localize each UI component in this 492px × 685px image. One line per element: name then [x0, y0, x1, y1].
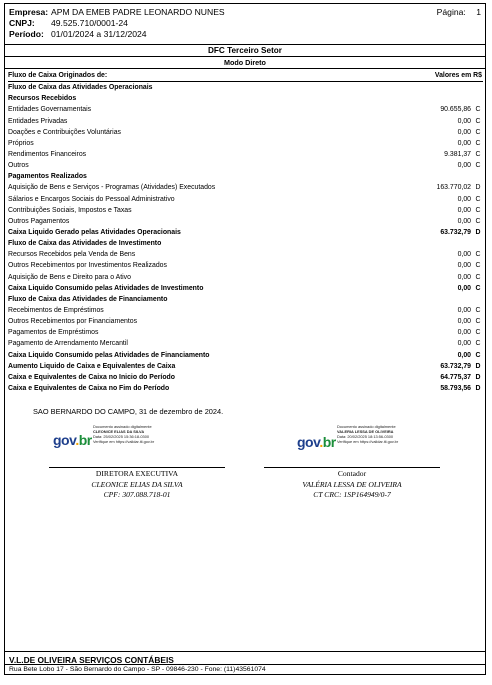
table-header	[8, 70, 483, 82]
signature-line	[49, 467, 225, 468]
cnpj-label: CNPJ:	[9, 18, 35, 28]
empresa-label: Empresa:	[9, 7, 49, 17]
row-dc-code: C	[475, 195, 481, 203]
row-dc-code: D	[475, 362, 481, 370]
row-value: 64.775,37	[440, 373, 471, 381]
row-dc-code: C	[475, 217, 481, 225]
row-label: Contribuições Sociais, Impostos e Taxas	[8, 206, 132, 214]
row-value: 0,00	[457, 217, 471, 225]
row-dc-code: D	[475, 373, 481, 381]
row-value: 0,00	[457, 273, 471, 281]
row-label: Próprios	[8, 139, 34, 147]
row-value: 0,00	[457, 306, 471, 314]
table-row	[8, 93, 483, 104]
row-label: Sálarios e Encargos Sociais do Pessoal Administrativo	[8, 195, 175, 203]
row-dc-code: C	[475, 329, 481, 337]
table-row	[8, 305, 483, 316]
table-row	[8, 249, 483, 260]
row-value: 163.770,02	[436, 184, 471, 192]
report-header	[9, 7, 481, 40]
table-row	[8, 227, 483, 238]
table-row	[8, 205, 483, 216]
place-date: SAO BERNARDO DO CAMPO, 31 de dezembro de 2024.	[33, 407, 224, 416]
cash-flow-table	[8, 70, 483, 394]
table-row	[8, 82, 483, 93]
row-dc-code: C	[475, 340, 481, 348]
row-value: 0,00	[457, 351, 471, 359]
row-label: Aquisição de Bens e Direito para o Ativo	[8, 273, 131, 281]
header-divider	[5, 44, 485, 45]
row-dc-code: C	[475, 273, 481, 281]
row-label: Pagamento de Arrendamento Mercantil	[8, 340, 128, 348]
row-label: Doações e Contribuições Voluntárias	[8, 128, 121, 136]
signer-name: CLEONICE ELIAS DA SILVA	[91, 479, 183, 489]
stamp-text: Documento assinado digitalmente CLEONICE ELIAS DA SILVA Data: 25/02/2025 15:36:18-0300 Verifique em https://validar.iti.gov.br	[93, 424, 155, 444]
row-dc-code: C	[475, 150, 481, 158]
gov-br-logo: gov.br	[297, 434, 336, 450]
signer-block-accountant	[264, 469, 440, 501]
digital-signature-stamp	[297, 424, 467, 464]
report-subtitle: Modo Direto	[224, 58, 266, 67]
row-dc-code: D	[475, 384, 481, 392]
table-row	[8, 361, 483, 372]
table-row	[8, 127, 483, 138]
row-label: Recebimentos de Empréstimos	[8, 306, 104, 314]
row-dc-code: C	[475, 284, 481, 292]
table-row	[8, 171, 483, 182]
row-value: 58.793,56	[440, 384, 471, 392]
table-row	[8, 116, 483, 127]
periodo-value: 01/01/2024 a 31/12/2024	[51, 29, 147, 39]
table-row	[8, 294, 483, 305]
signer-role: DIRETORA EXECUTIVA	[95, 469, 179, 478]
row-dc-code: C	[475, 306, 481, 314]
row-label: Rendimentos Financeiros	[8, 150, 87, 158]
row-value: 63.732,79	[440, 362, 471, 370]
row-value: 0,00	[457, 162, 471, 170]
row-dc-code: C	[475, 206, 481, 214]
table-row	[8, 338, 483, 349]
row-value: 0,00	[457, 117, 471, 125]
table-row	[8, 138, 483, 149]
row-dc-code: C	[475, 262, 481, 270]
footer-company: V.L.DE OLIVEIRA SERVIÇOS CONTÁBEIS	[9, 655, 174, 665]
row-value: 0,00	[457, 329, 471, 337]
row-label: Aquisição de Bens e Serviços - Programas (Atividades) Executados	[8, 184, 216, 192]
gov-br-logo: gov.br	[53, 432, 92, 448]
table-row	[8, 216, 483, 227]
row-dc-code: C	[475, 251, 481, 259]
footer-address: Rua Bete Lobo 17 - São Bernardo do Campo - SP - 09846-230 - Fone: (11)43561074	[9, 666, 266, 673]
title-divider	[5, 56, 485, 57]
row-label: Caixa Liquido Consumido pelas Atividades de Investimento	[8, 284, 204, 292]
row-dc-code: C	[475, 106, 481, 114]
digital-signature-stamp	[53, 424, 223, 464]
row-label: Pagamentos Realizados	[8, 173, 87, 181]
signer-document: CPF: 307.088.718-01	[103, 490, 171, 499]
row-label: Pagamentos de Empréstimos	[8, 329, 99, 337]
table-row	[8, 272, 483, 283]
periodo-label: Período:	[9, 29, 44, 39]
signer-name: VALÉRIA LESSA DE OLIVEIRA	[302, 479, 402, 489]
table-row	[8, 372, 483, 383]
row-label: Caixa e Equivalentes de Caixa no Inicio do Período	[8, 373, 175, 381]
row-value: 9.381,37	[444, 150, 471, 158]
row-value: 63.732,79	[440, 228, 471, 236]
row-value: 0,00	[457, 139, 471, 147]
table-row	[8, 316, 483, 327]
page-label: Página:	[436, 7, 466, 17]
row-label: Entidades Privadas	[8, 117, 68, 125]
table-row	[8, 260, 483, 271]
row-dc-code: C	[475, 139, 481, 147]
row-label: Fluxo de Caixa das Atividades de Financiamento	[8, 295, 168, 303]
row-dc-code: D	[475, 228, 481, 236]
col-label-header: Fluxo de Caixa Originados de:	[8, 72, 108, 79]
page-value: 1	[476, 7, 481, 17]
footer-inner-divider	[5, 664, 485, 665]
stamp-text: Documento assinado digitalmente VALERIA LESSA DE OLIVEIRA Data: 20/02/2025 18:13:56-0300 Verifique em https://validar.iti.gov.br	[337, 424, 399, 444]
row-dc-code: C	[475, 318, 481, 326]
row-label: Outros Recebimentos por Financiamentos	[8, 318, 138, 326]
row-value: 0,00	[457, 318, 471, 326]
table-row	[8, 238, 483, 249]
empresa-value: APM DA EMEB PADRE LEONARDO NUNES	[51, 7, 225, 17]
signer-block-director	[49, 469, 225, 501]
row-value: 0,00	[457, 195, 471, 203]
row-label: Entidades Governamentais	[8, 106, 92, 114]
row-value: 0,00	[457, 262, 471, 270]
row-dc-code: C	[475, 162, 481, 170]
table-row	[8, 194, 483, 205]
row-value: 0,00	[457, 251, 471, 259]
table-row	[8, 350, 483, 361]
subtitle-divider	[5, 68, 485, 69]
row-dc-code: C	[475, 128, 481, 136]
row-label: Outros	[8, 162, 29, 170]
report-title: DFC Terceiro Setor	[207, 46, 282, 55]
row-label: Caixa e Equivalentes de Caixa no Fim do Período	[8, 384, 170, 392]
row-label: Fluxo de Caixa das Atividades Operacionais	[8, 84, 153, 92]
row-label: Fluxo de Caixa das Atividades de Investimento	[8, 240, 162, 248]
table-row	[8, 160, 483, 171]
row-label: Caixa Liquido Consumido pelas Atividades de Financiamento	[8, 351, 210, 359]
row-dc-code: C	[475, 117, 481, 125]
row-dc-code: D	[475, 184, 481, 192]
table-row	[8, 283, 483, 294]
row-label: Recursos Recebidos pela Venda de Bens	[8, 251, 136, 259]
row-value: 0,00	[457, 340, 471, 348]
table-row	[8, 182, 483, 193]
row-label: Recursos Recebidos	[8, 95, 77, 103]
table-row	[8, 383, 483, 394]
row-value: 90.655,86	[440, 106, 471, 114]
page-number	[437, 7, 481, 18]
table-row	[8, 327, 483, 338]
footer-divider	[5, 651, 485, 652]
table-body	[8, 82, 483, 394]
signer-role: Contador	[337, 469, 367, 478]
row-label: Caixa Liquido Gerado pelas Atividades Operacionais	[8, 228, 181, 236]
cnpj-value: 49.525.710/0001-24	[51, 18, 128, 28]
signature-line	[264, 467, 440, 468]
row-label: Aumento Liquido de Caixa e Equivalentes de Caixa	[8, 362, 176, 370]
row-value: 0,00	[457, 128, 471, 136]
table-row	[8, 104, 483, 115]
table-row	[8, 149, 483, 160]
report-page	[4, 3, 486, 675]
col-value-header: Valores em R$	[434, 72, 482, 79]
row-label: Outros Pagamentos	[8, 217, 70, 225]
row-value: 0,00	[457, 206, 471, 214]
row-label: Outros Recebimentos por Investimentos Realizados	[8, 262, 167, 270]
row-dc-code: C	[475, 351, 481, 359]
signer-document: CT CRC: 1SP164949/0-7	[313, 490, 391, 499]
row-value: 0,00	[457, 284, 471, 292]
